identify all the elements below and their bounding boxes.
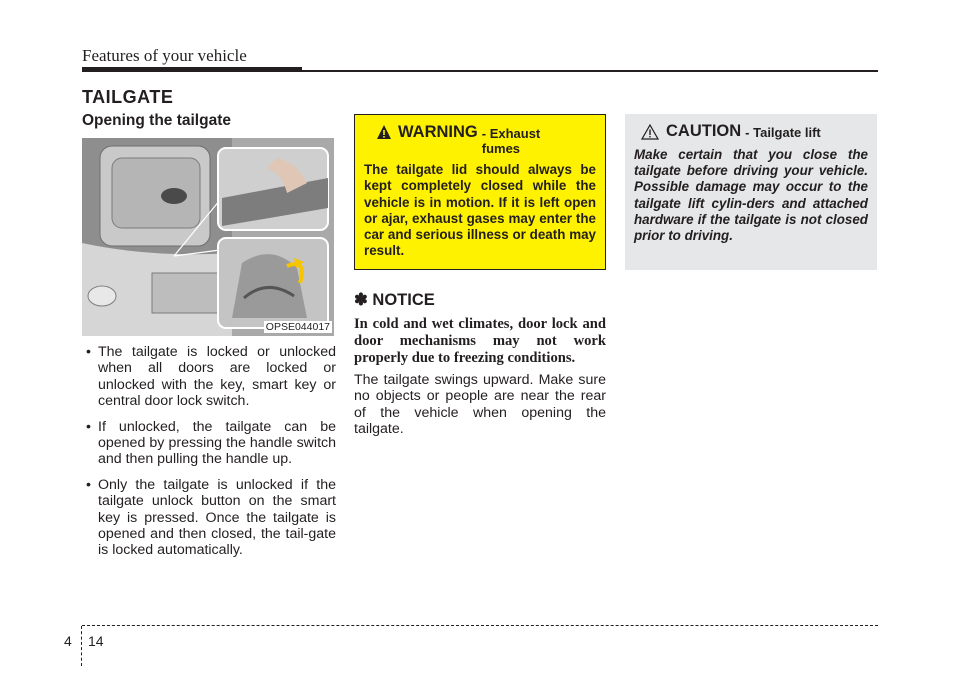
footer-rule <box>82 625 878 626</box>
section-title: TAILGATE <box>82 87 174 107</box>
warning-header <box>376 123 596 156</box>
page-chapter: 4 <box>64 633 72 649</box>
caution-header <box>641 122 868 141</box>
tailgate-illustration <box>82 138 334 336</box>
caution-triangle-icon <box>641 124 659 140</box>
header-rule-thin <box>302 70 878 72</box>
figure-code: OPSE044017 <box>265 321 330 333</box>
warning-body: The tailgate lid should always be kept completely closed while the vehicle is in motion. If it is left open or ajar, exhaust gases may enter the car and serious illness or death may result. <box>364 162 596 259</box>
caution-body: Make certain that you close the tailgate before driving your vehicle. Possible damage may occur to the tailgate lift cylin-ders and attached hardware if the tailgate is not closed prior to driving. <box>634 147 868 244</box>
header-rule-thick <box>82 67 302 72</box>
warning-label: WARNING <box>398 123 478 141</box>
section-subtitle: Opening the tailgate <box>82 112 231 129</box>
bullet-item: • If unlocked, the tailgate can be opened by pressing the handle switch and then pulling the handle up. <box>86 419 336 468</box>
caution-subtitle: - Tailgate lift <box>745 125 821 140</box>
warning-box <box>354 114 606 270</box>
warning-triangle-icon <box>376 124 392 140</box>
header-title: Features of your vehicle <box>82 46 247 65</box>
bullet-item: • The tailgate is locked or unlocked when all doors are locked or unlocked with the key, smart key or central door lock switch. <box>86 344 336 410</box>
notice-title: ✽ NOTICE <box>354 291 435 309</box>
notice-body: In cold and wet climates, door lock and door mechanisms may not work properly due to freezing conditions. <box>354 316 606 366</box>
warning-subtitle: - Exhaust fumes <box>481 126 541 156</box>
footer-vertical-rule <box>81 626 82 666</box>
caution-label: CAUTION <box>666 122 742 140</box>
caution-box <box>625 114 877 270</box>
bullet-item: • Only the tailgate is unlocked if the tailgate unlock button on the smart key is pressed. Once the tailgate is opened and then closed, the tail-gate is locked automatically. <box>86 477 336 559</box>
tailgate-figure <box>82 138 334 336</box>
body-paragraph: The tailgate swings upward. Make sure no objects or people are near the rear of the vehicle when opening the tailgate. <box>354 372 606 438</box>
bullet-list <box>86 344 336 568</box>
page-number: 14 <box>88 633 104 649</box>
